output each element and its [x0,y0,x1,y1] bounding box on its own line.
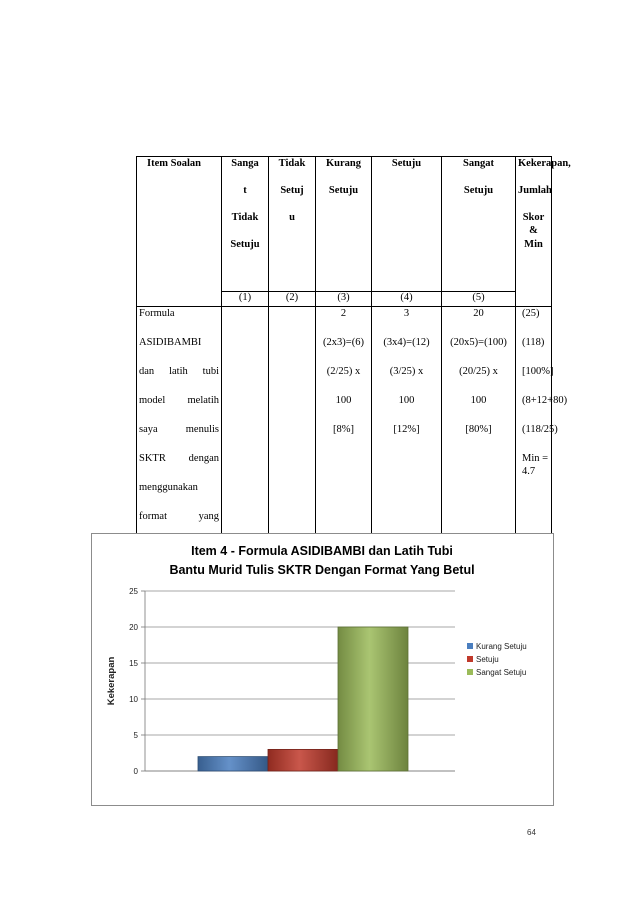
header-tidak-setuju [269,157,316,292]
cell-line: Setuju [230,239,260,250]
column-number-2: (2) [269,292,316,307]
table-header-row [137,157,552,292]
cell-line: (20/25) x [459,366,498,377]
cell-line: (2x3)=(6) [323,337,364,348]
cell-line: Setuju [391,158,422,169]
cell-line: menggunakan [139,482,198,493]
legend-swatch [467,669,473,675]
header-kekerapan [516,157,571,307]
cell-line: ASIDIBAMBI [139,337,202,348]
header-item-soalan [137,157,222,307]
legend-label: Kurang Setuju [476,642,527,651]
cell-line: (25) [522,308,540,319]
header-sangat-setuju [442,157,516,292]
cell-line: Formula [139,308,175,319]
cell-line: Skor & [522,212,545,236]
cell-sangat-tidak-setuju [222,307,269,569]
cell-line: [100%] [522,366,554,377]
chart-canvas [92,534,553,805]
cell-tidak-setuju [269,307,316,569]
chart-title: Item 4 - Formula ASIDIBAMBI dan Latih Tubi [191,544,453,558]
cell-line: u [289,212,295,223]
cell-line: 100 [470,395,487,406]
cell-line: 3 [403,308,410,319]
cell-line: (2/25) x [326,366,361,377]
cell-line: [12%] [393,424,420,435]
y-tick-label: 20 [129,623,138,632]
cell-line: t [243,185,247,196]
cell-line: Min = 4.7 [522,453,549,477]
header-sangat-tidak-setuju [222,157,269,292]
cell-line: [80%] [465,424,492,435]
plot-area [145,591,455,771]
bar-sangat-setuju [338,627,408,771]
cell-line: model melatih [139,395,219,406]
cell-line: Kekerapan, [518,158,571,169]
cell-line: dan latih tubi [139,366,219,377]
y-axis-label: Kekerapan [106,656,117,706]
column-number-3: (3) [316,292,372,307]
cell-kekerapan [516,307,568,569]
cell-line: Kurang [325,158,361,169]
header-setuju [372,157,442,292]
cell-line: SKTR dengan [139,453,219,464]
cell-line: (118) [522,337,545,348]
y-tick-label: 10 [129,695,138,704]
cell-line: Min [524,239,543,250]
cell-line: [8%] [333,424,354,435]
item-description [137,307,222,569]
cell-line: 20 [473,308,484,319]
cell-line: Sanga [231,158,259,169]
cell-line: Tidak [231,212,259,223]
column-number-4: (4) [372,292,442,307]
cell-kurang-setuju [316,307,372,569]
y-tick-label: 15 [129,659,138,668]
table-row [137,307,552,569]
cell-line: format yang [139,511,219,522]
cell-line: Tidak [278,158,306,169]
cell-line: (3/25) x [389,366,424,377]
y-tick-label: 25 [129,587,138,596]
y-tick-label: 0 [133,767,138,776]
cell-line: saya menulis [139,424,219,435]
cell-line: 2 [340,308,347,319]
header-kurang-setuju [316,157,372,292]
cell-line: (118/25) [522,424,558,435]
cell-line: 100 [398,395,415,406]
legend-label: Sangat Setuju [476,668,527,677]
cell-line: Jumlah [518,185,552,196]
cell-line: (8+12+80) [522,395,568,406]
y-tick-label: 5 [133,731,138,740]
bar-chart [91,533,554,806]
cell-line: Setuju [328,185,359,196]
cell-setuju [372,307,442,569]
chart-subtitle: Bantu Murid Tulis SKTR Dengan Format Yang Betul [169,563,475,577]
legend-swatch [467,643,473,649]
survey-table [136,156,571,569]
cell-line: Item Soalan [147,158,201,169]
cell-line: (3x4)=(12) [383,337,430,348]
bar-setuju [268,749,338,771]
bar-kurang-setuju [198,757,268,771]
cell-line: Setuj [280,185,304,196]
column-number-1: (1) [222,292,269,307]
cell-line: (20x5)=(100) [450,337,507,348]
cell-line: Sangat [463,158,494,169]
legend-label: Setuju [476,655,499,664]
cell-line: Setuju [463,185,494,196]
cell-sangat-setuju [442,307,516,569]
column-number-5: (5) [442,292,516,307]
page-number: 64 [527,828,536,837]
legend-swatch [467,656,473,662]
cell-line: 100 [335,395,352,406]
